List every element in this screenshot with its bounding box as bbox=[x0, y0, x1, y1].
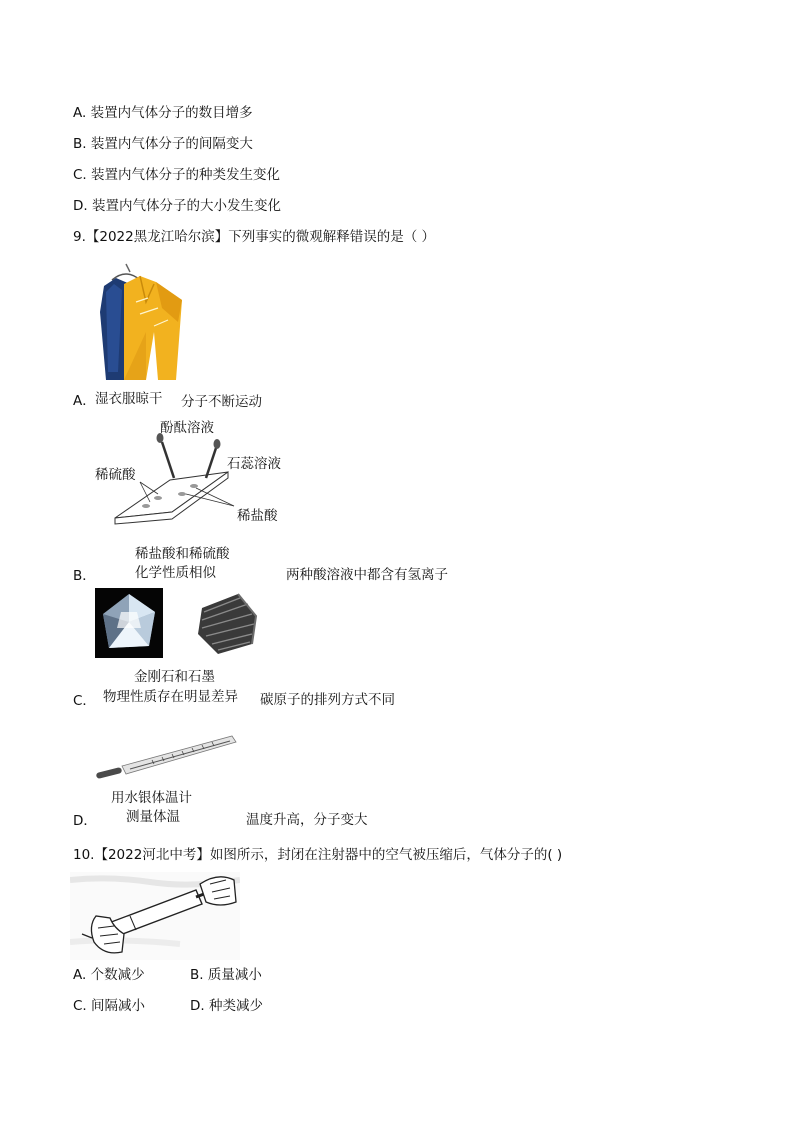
q8-option-a: A. 装置内气体分子的数目增多 bbox=[73, 105, 253, 121]
q10-option-b: B. 质量减小 bbox=[190, 967, 262, 983]
q9-option-c-explain: 碳原子的排列方式不同 bbox=[260, 692, 395, 708]
q9-option-c-fact-line2: 物理性质存在明显差异 bbox=[103, 689, 238, 705]
q10-stem: 10.【2022河北中考】如图所示，封闭在注射器中的空气被压缩后，气体分子的( ) bbox=[73, 847, 563, 863]
q8-option-d: D. 装置内气体分子的大小发生变化 bbox=[73, 198, 281, 214]
graphite-image bbox=[192, 588, 262, 658]
q9-option-d-explain: 温度升高，分子变大 bbox=[246, 812, 368, 828]
q10-option-d: D. 种类减少 bbox=[190, 998, 263, 1014]
q9-option-b-explain: 两种酸溶液中都含有氢离子 bbox=[286, 567, 448, 583]
q9-option-a-fact: 湿衣服晾干 bbox=[95, 391, 163, 407]
dilute-sulfuric-acid-label: 稀硫酸 bbox=[95, 467, 136, 483]
q9-option-a-explain: 分子不断运动 bbox=[181, 394, 262, 410]
litmus-label: 石蕊溶液 bbox=[227, 456, 281, 472]
phenolphthalein-label: 酚酞溶液 bbox=[160, 420, 214, 436]
dilute-hydrochloric-acid-label: 稀盐酸 bbox=[237, 508, 278, 524]
q9-option-b-letter: B． bbox=[73, 568, 96, 584]
diamond-image bbox=[95, 588, 163, 658]
mercury-thermometer-image bbox=[92, 730, 242, 780]
q9-stem: 9.【2022黑龙江哈尔滨】下列事实的微观解释错误的是（ ） bbox=[73, 229, 436, 245]
q8-option-c: C. 装置内气体分子的种类发生变化 bbox=[73, 167, 281, 183]
q10-option-a: A. 个数减少 bbox=[73, 967, 145, 983]
q9-option-c-letter: C． bbox=[73, 693, 96, 709]
q9-option-d-fact-line2: 测量体温 bbox=[126, 809, 180, 825]
q9-option-d-fact-line1: 用水银体温计 bbox=[111, 790, 192, 806]
wet-clothes-image bbox=[96, 262, 186, 384]
q9-option-a-letter: A． bbox=[73, 393, 96, 409]
q8-option-b: B. 装置内气体分子的间隔变大 bbox=[73, 136, 253, 152]
q9-option-b-fact-line2: 化学性质相似 bbox=[135, 565, 216, 581]
q9-option-d-letter: D． bbox=[73, 813, 97, 829]
q9-option-b-fact-line1: 稀盐酸和稀硫酸 bbox=[135, 546, 230, 562]
q9-option-c-fact-line1: 金刚石和石墨 bbox=[134, 669, 215, 685]
q10-option-c: C. 间隔减小 bbox=[73, 998, 146, 1014]
syringe-compression-image bbox=[70, 872, 240, 960]
